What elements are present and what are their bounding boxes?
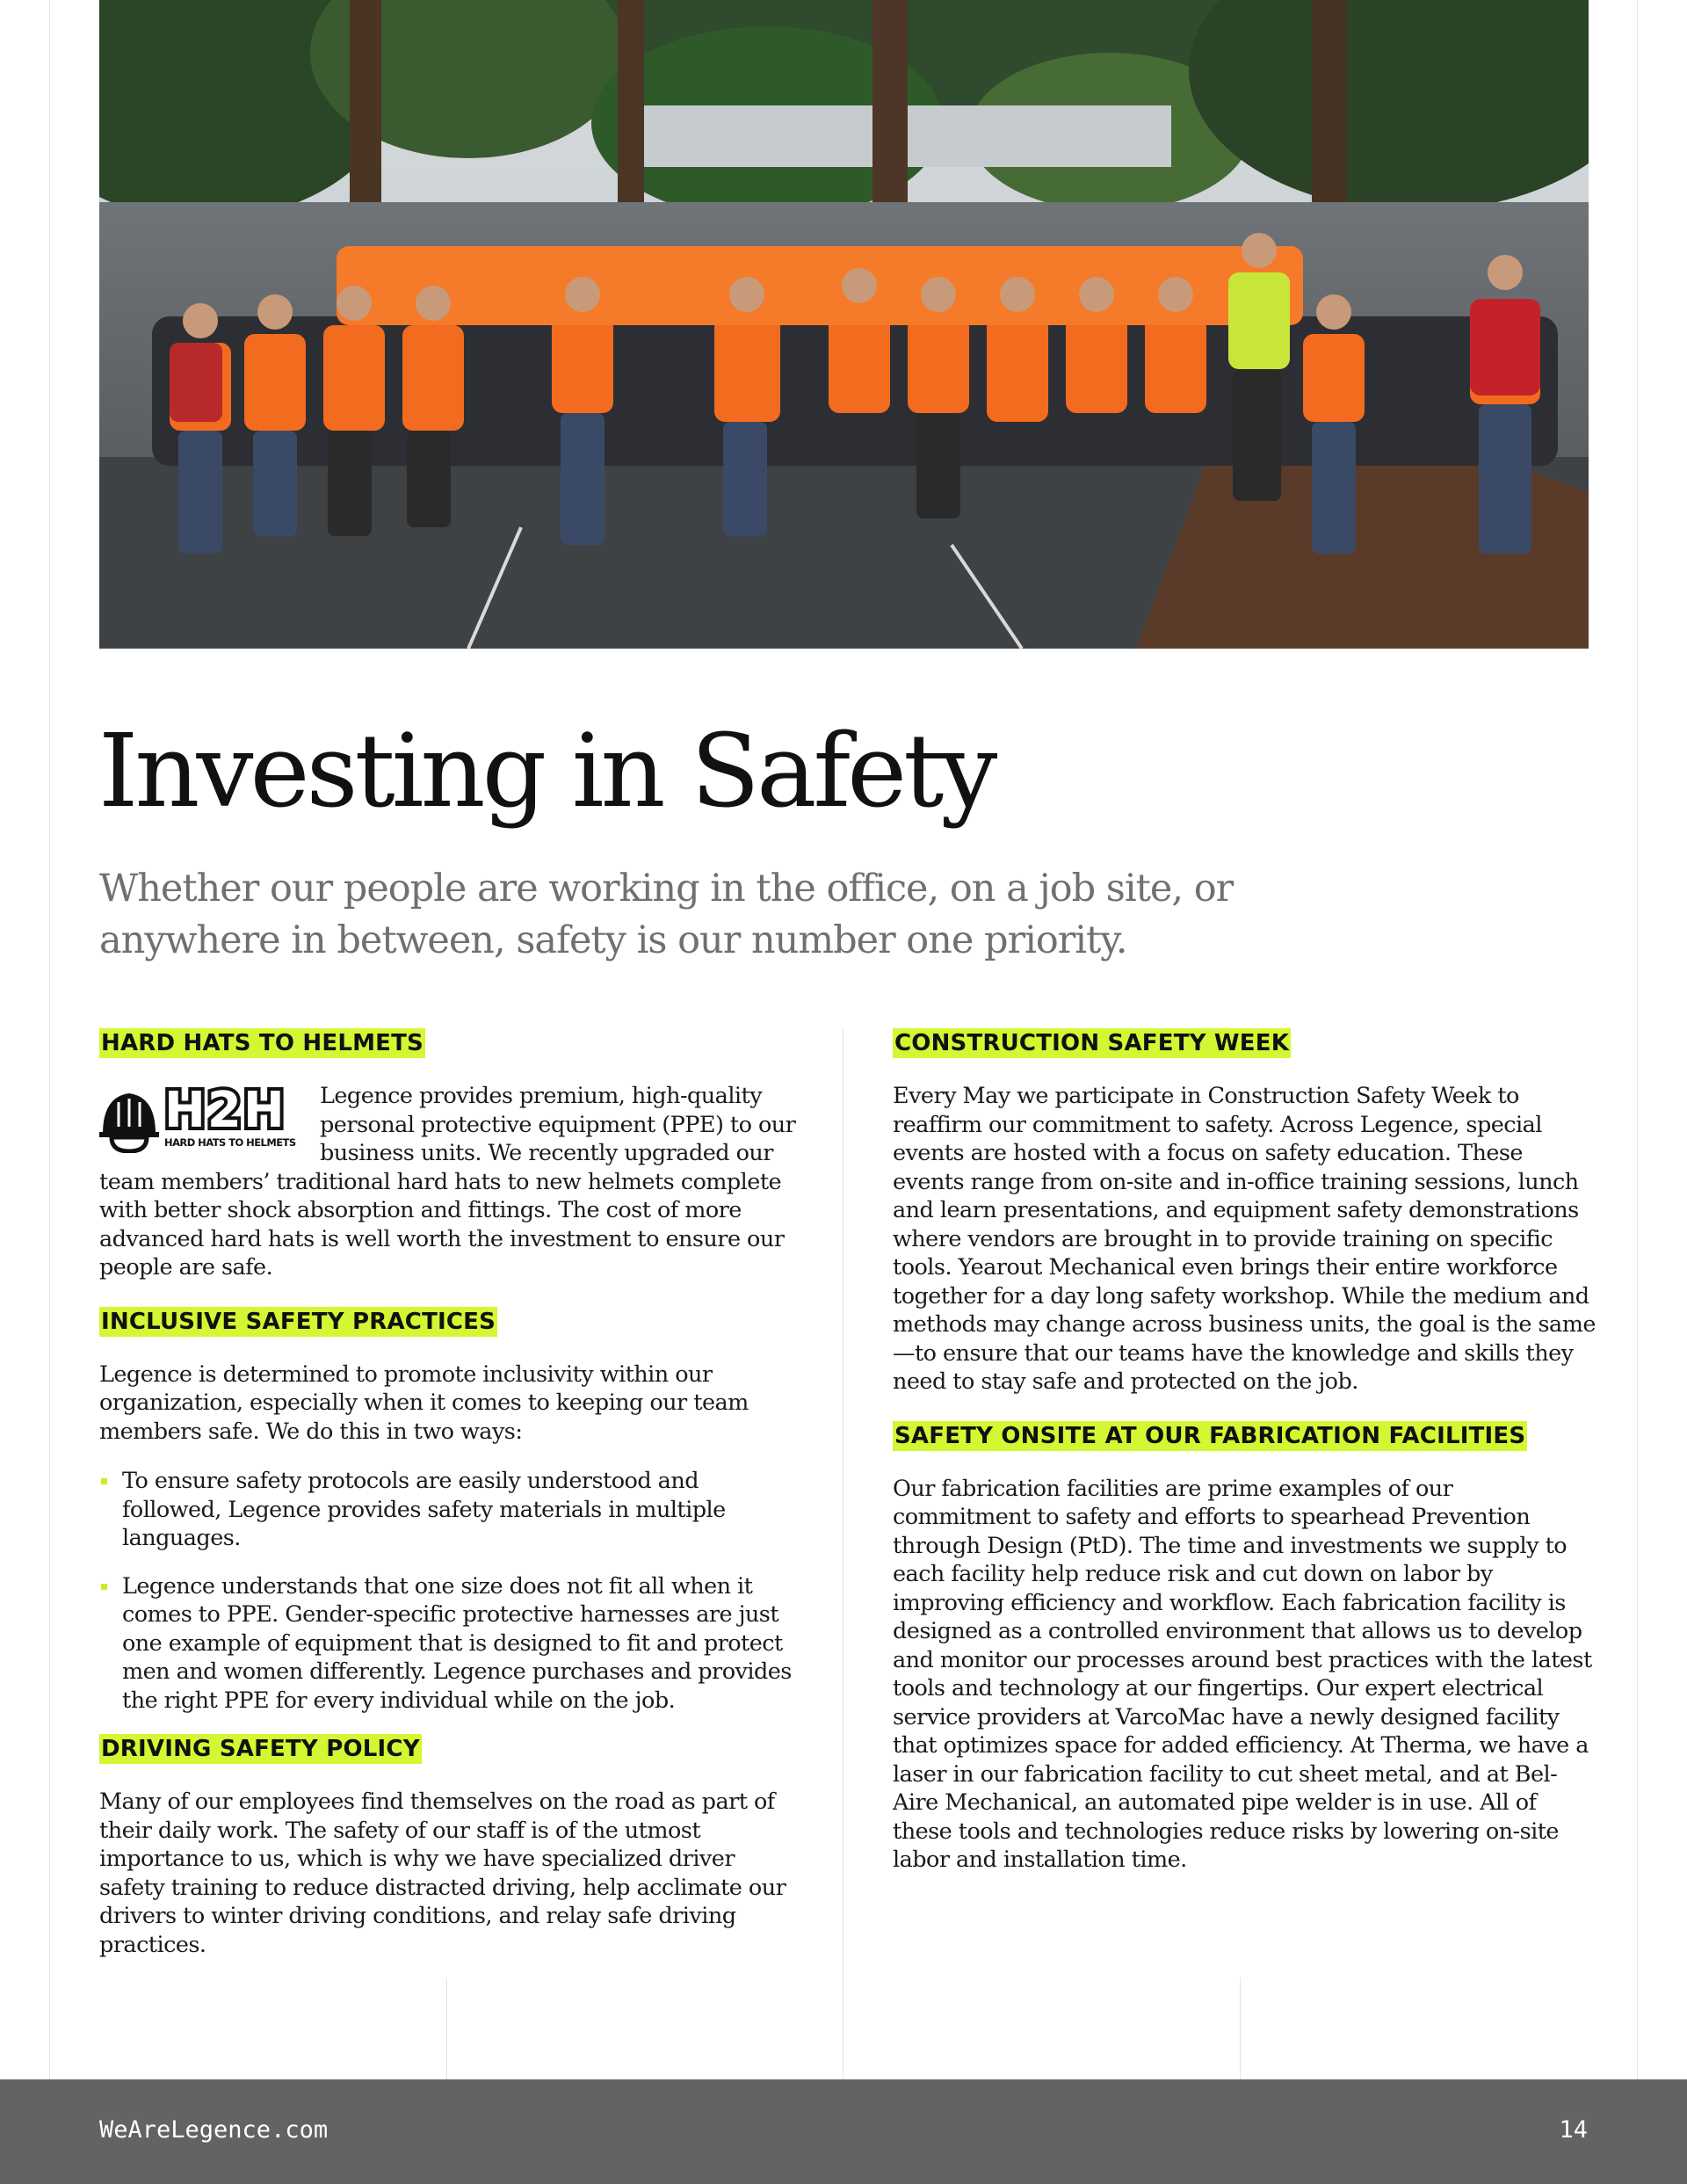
section-heading: INCLUSIVE SAFETY PRACTICES xyxy=(101,1308,496,1335)
h2h-logo xyxy=(99,1085,304,1153)
list-item-text: Legence understands that one size does not fit all when it comes to PPE. Gender-specific protective harnesses are just one example of equipment that is designed to fit and protect men and women differently. Legence purchases and provides the right PPE for every individual while on the job. xyxy=(122,1572,792,1714)
list-item-text: To ensure safety protocols are easily understood and followed, Legence provides safety materials in multiple languages. xyxy=(122,1468,726,1551)
section-body: Our fabrication facilities are prime examples of our commitment to safety and efforts to spearhead Prevention through Design (PtD). The time and investments we supply to each facility help reduce risk and cut down on labor by improving efficiency and workflow. Each fabrication facility is designed as a controlled environment that allows us to develop and monitor our processes around best practices with the latest tools and technology at our fingertips. Our expert electrical service providers at VarcoMac have a newly designed facility that optimizes space for added efficiency. At Therma, we have a laser in our fabrication facility to cut sheet metal, and at Bel-Aire Mechanical, an automated pipe welder is in use. All of these tools and technologies reduce risks by lowering on-site labor and installation time. xyxy=(893,1475,1592,1873)
section-inclusive xyxy=(99,1307,802,1716)
group-photo xyxy=(99,0,1589,649)
section-fabrication xyxy=(893,1421,1596,1875)
page-title: Investing in Safety xyxy=(98,713,995,831)
page-footer xyxy=(0,2079,1687,2184)
section-driving xyxy=(99,1734,802,1959)
bullet-square-icon xyxy=(101,1478,107,1484)
grid-line xyxy=(446,1977,447,2079)
grid-line xyxy=(1637,0,1638,2079)
section-hard-hats xyxy=(99,1028,802,1282)
hard-hats-text: Legence provides premium, high-quality personal protective equipment (PPE) to our business units. We recently upgraded our team members’ traditional hard hats to new helmets complete with better shock absorption and fittings. The cost of more advanced hard hats is well worth the investment to ensure our people are safe. xyxy=(99,1083,796,1281)
h2h-logo-text: H2H xyxy=(164,1085,286,1139)
section-body: Many of our employees find themselves on the road as part of their daily work. The safety of our staff is of the utmost importance to us, which is why we have specialized driver safety training to reduce distracted driving, help acclimate our drivers to winter driving conditions, and relay safe driving practices. xyxy=(99,1789,786,1958)
list-item xyxy=(99,1467,802,1553)
section-heading: CONSTRUCTION SAFETY WEEK xyxy=(894,1030,1290,1056)
page-subtitle: Whether our people are working in the office, on a job site, or anywhere in between, safety is our number one priority. xyxy=(99,867,1234,962)
list-item xyxy=(99,1572,802,1716)
section-construction-week xyxy=(893,1028,1596,1397)
right-column xyxy=(893,1028,1596,1899)
grid-line xyxy=(843,1028,844,2079)
section-heading: DRIVING SAFETY POLICY xyxy=(101,1736,420,1762)
left-column xyxy=(99,1028,802,1984)
website-link[interactable]: WeAreLegence.com xyxy=(99,2116,329,2144)
bullet-list xyxy=(99,1467,802,1715)
section-body: Every May we participate in Construction Safety Week to reaffirm our commitment to safety. Across Legence, special events are hosted with a focus on safety education. These events range from on-site and in-office training sessions, lunch and learn presentations, and equipment safety demonstrations where vendors are brought in to provide training on specific tools. Yearout Mechanical even brings their entire workforce together for a day long safety workshop. While the medium and methods may change across business units, the goal is the same—to ensure that our teams have the knowledge and skills they need to stay safe and protected on the job. xyxy=(893,1083,1596,1395)
grid-line xyxy=(1240,1977,1241,2079)
bullet-square-icon xyxy=(101,1584,107,1590)
section-body: Legence is determined to promote inclusivity within our organization, especially when it comes to keeping our team members safe. We do this in two ways: xyxy=(99,1360,749,1445)
helmet-icon xyxy=(99,1093,159,1151)
page-number: 14 xyxy=(1559,2116,1588,2144)
grid-line xyxy=(49,0,50,2079)
h2h-logo-caption: HARD HATS TO HELMETS xyxy=(164,1136,296,1149)
section-heading: SAFETY ONSITE AT OUR FABRICATION FACILITIES xyxy=(894,1422,1526,1449)
section-body xyxy=(99,1082,802,1282)
section-heading: HARD HATS TO HELMETS xyxy=(101,1030,424,1056)
